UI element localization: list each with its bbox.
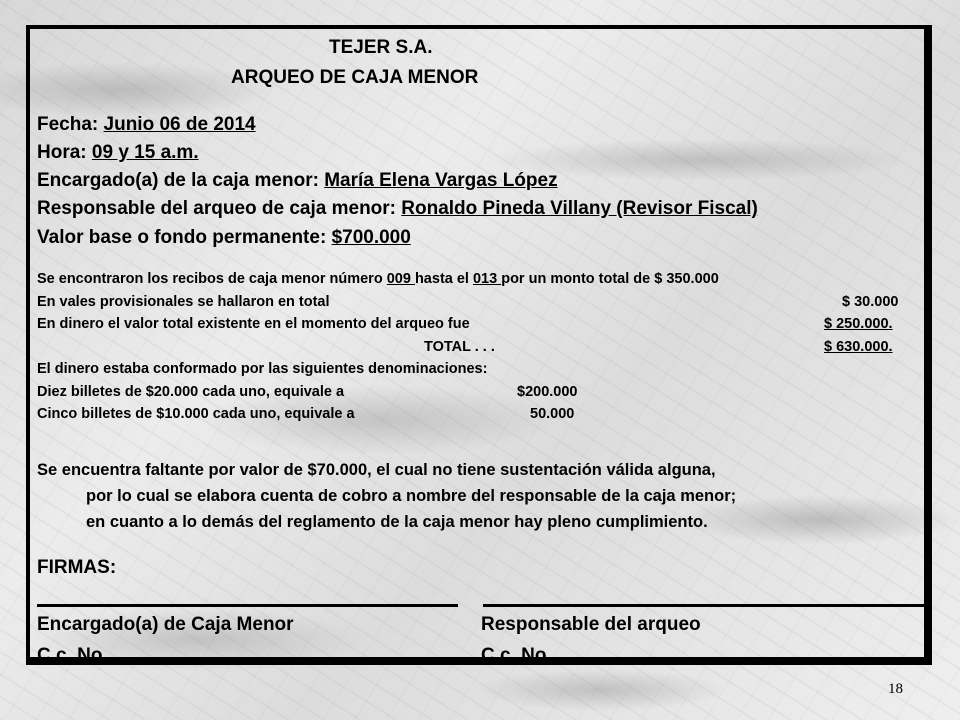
recibos-text-a: Se encontraron los recibos de caja menor número	[37, 271, 387, 287]
hora-label: Hora:	[37, 142, 92, 163]
recibos-line	[37, 271, 719, 287]
faltante-line-1: Se encuentra faltante por valor de $70.000, el cual no tiene sustentación válida alguna,	[37, 461, 716, 479]
fecha-line	[37, 114, 256, 136]
vales-text: En vales provisionales se hallaron en total	[37, 294, 330, 310]
fecha-value: Junio 06 de 2014	[103, 114, 256, 135]
dinero-text: En dinero el valor total existente en el momento del arqueo fue	[37, 316, 470, 332]
diez-billetes-amount: $200.000	[517, 384, 578, 400]
faltante-line-2: por lo cual se elabora cuenta de cobro a nombre del responsable de la caja menor;	[86, 487, 737, 505]
recibos-text-c: por un monto total de	[501, 271, 655, 287]
page-number: 18	[888, 681, 903, 697]
valor-base-label: Valor base o fondo permanente:	[37, 227, 332, 248]
cinco-billetes-text: Cinco billetes de $10.000 cada uno, equivale a	[37, 406, 355, 422]
signature-line-left	[37, 604, 458, 607]
firmas-label: FIRMAS:	[37, 557, 117, 578]
encargado-label: Encargado(a) de la caja menor:	[37, 170, 325, 191]
diez-billetes-text: Diez billetes de $20.000 cada uno, equivale a	[37, 384, 345, 400]
encargado-line	[37, 170, 558, 192]
responsable-label: Responsable del arqueo de caja menor:	[37, 198, 402, 219]
valor-base-line	[37, 227, 411, 249]
document-title: ARQUEO DE CAJA MENOR	[231, 67, 479, 88]
hora-line	[37, 142, 199, 164]
dinero-amount: $ 250.000.	[824, 316, 893, 332]
vales-amount: $ 30.000	[842, 294, 899, 310]
faltante-line-3: en cuanto a lo demás del reglamento de la caja menor hay pleno cumplimiento.	[86, 513, 708, 531]
fecha-label: Fecha:	[37, 114, 104, 135]
recibos-amount: $ 350.000	[654, 271, 719, 287]
total-label: TOTAL . . .	[424, 339, 495, 355]
responsable-value: Ronaldo Pineda Villany (Revisor Fiscal)	[401, 198, 758, 219]
responsable-signature-role: Responsable del arqueo	[481, 614, 701, 635]
signature-line-right	[483, 604, 931, 607]
encargado-signature-role: Encargado(a) de Caja Menor	[37, 614, 294, 635]
company-name: TEJER S.A.	[329, 37, 433, 58]
responsable-line	[37, 198, 758, 220]
denominaciones-text: El dinero estaba conformado por las siguientes denominaciones:	[37, 361, 488, 377]
cinco-billetes-amount: 50.000	[530, 406, 575, 422]
recibos-text-b: hasta el	[414, 271, 473, 287]
hora-value: 09 y 15 a.m.	[91, 142, 199, 163]
total-amount: $ 630.000.	[824, 339, 893, 355]
responsable-signature-cc: C.c. No.	[481, 645, 552, 666]
recibos-hasta: 013	[472, 271, 502, 287]
encargado-value: María Elena Vargas López	[324, 170, 558, 191]
recibos-desde: 009	[386, 271, 415, 287]
encargado-signature-cc: C.c. No.	[37, 645, 108, 666]
valor-base-value: $700.000	[331, 227, 411, 248]
